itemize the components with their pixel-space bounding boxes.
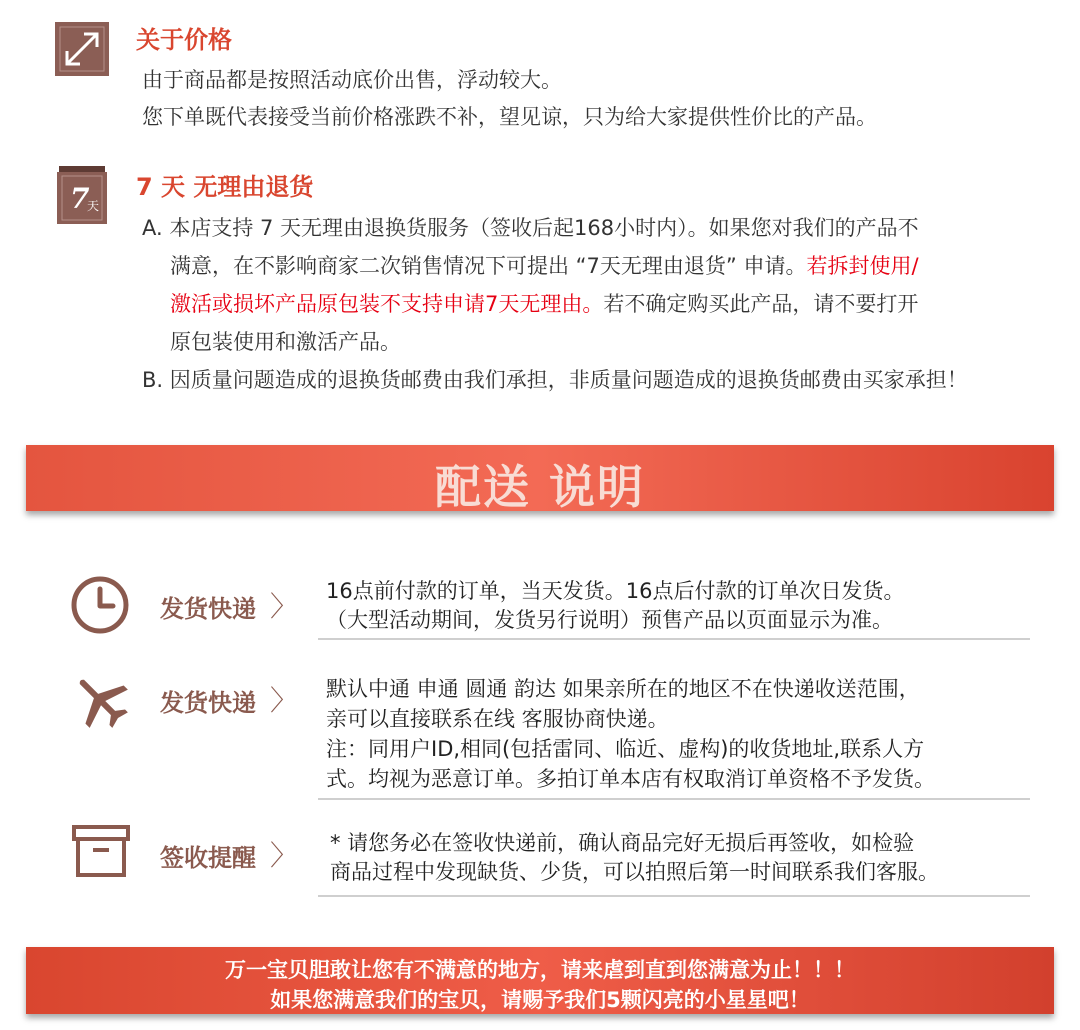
seven-day-icon-label: 天 (87, 199, 100, 213)
chevron-right-icon: 〉 (270, 590, 299, 623)
returns-a-line-1: A. 本店支持 7 天无理由退换货服务（签收后起168小时内）。如果您对我们的产品不 (142, 216, 919, 240)
divider (318, 638, 1030, 640)
delivery-row-2-label: 发货快递 (160, 689, 256, 717)
price-line-2: 您下单既代表接受当前价格涨跌不补，望见谅，只为给大家提供性价比的产品。 (142, 105, 877, 129)
price-line-1: 由于商品都是按照活动底价出售，浮动较大。 (142, 68, 562, 92)
delivery-row-2-warning-1: 注：同用户ID,相同(包括雷同、临近、虚构)的收货地址,联系人方 (326, 737, 925, 761)
delivery-row-3-line-1: * 请您务必在签收快递前，确认商品完好无损后再签收，如检验 (330, 831, 915, 855)
returns-a-line-2-normal: 满意，在不影响商家二次销售情况下可提出 “7天无理由退货” 申请。 (170, 254, 807, 278)
returns-a-line-2 (170, 250, 919, 280)
delivery-row-1-line-1: 16点前付款的订单，当天发货。16点后付款的订单次日发货。 (326, 579, 905, 603)
delivery-row-1-line-2: （大型活动期间，发货另行说明）预售产品以页面显示为准。 (326, 608, 893, 632)
airplane-icon (70, 670, 132, 732)
seven-day-icon (57, 166, 107, 226)
chevron-right-icon: 〉 (270, 839, 299, 872)
returns-title: 7 天 无理由退货 (136, 173, 314, 201)
delivery-row-3-label: 签收提醒 (160, 844, 256, 872)
footer-banner (26, 947, 1054, 1014)
returns-a-line-4: 原包装使用和激活产品。 (170, 330, 401, 354)
delivery-banner-title: 配送 说明 (434, 460, 645, 514)
price-title: 关于价格 (136, 26, 232, 54)
chevron-right-icon: 〉 (270, 684, 299, 717)
returns-a-line-2-warning: 若拆封使用/ (806, 254, 919, 278)
returns-b-line: B. 因质量问题造成的退换货邮费由我们承担，非质量问题造成的退换货邮费由买家承担！ (142, 368, 968, 392)
divider (318, 895, 1030, 897)
diagonal-arrow-icon (55, 22, 109, 76)
footer-line-1: 万一宝贝胆敢让您有不满意的地方，请来虐到直到您满意为止！！！ (225, 958, 855, 982)
clock-icon (70, 575, 130, 635)
delivery-row-2-line-1: 默认中通 申通 圆通 韵达 如果亲所在的地区不在快递收送范围， (326, 677, 920, 701)
delivery-row-2-line-2: 亲可以直接联系在线 客服协商快递。 (326, 707, 669, 731)
delivery-row-1-label: 发货快递 (160, 595, 256, 623)
delivery-row-3-line-2: 商品过程中发现缺货、少货，可以拍照后第一时间联系我们客服。 (330, 860, 939, 884)
delivery-banner (26, 445, 1054, 514)
returns-a-line-3-warning: 激活或损坏产品原包装不支持申请7天无理由。 (170, 292, 604, 316)
box-icon (72, 825, 130, 877)
divider (318, 798, 1030, 800)
returns-a-line-3-normal: 若不确定购买此产品，请不要打开 (603, 292, 919, 316)
seven-day-icon-number: 7 (70, 182, 90, 215)
returns-a-line-3 (170, 288, 918, 318)
footer-line-2: 如果您满意我们的宝贝，请赐予我们5颗闪亮的小星星吧！ (270, 988, 810, 1012)
delivery-row-2-warning-2: 式。均视为恶意订单。多拍订单本店有权取消订单资格不予发货。 (326, 767, 935, 791)
